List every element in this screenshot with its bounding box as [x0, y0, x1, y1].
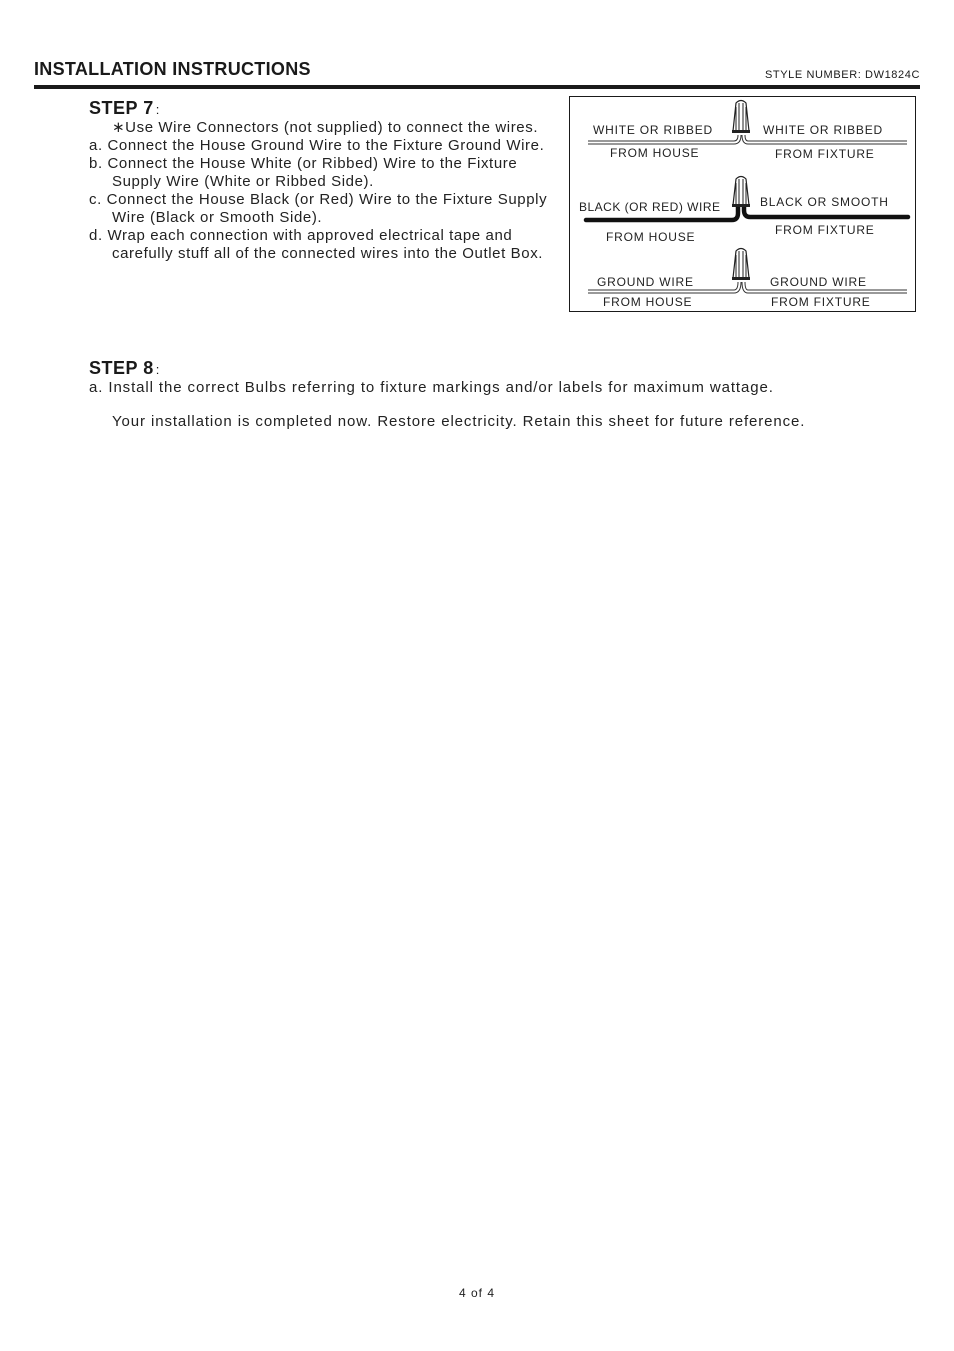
label-ground-fixture-bottom: FROM FIXTURE	[771, 295, 871, 309]
step8-heading	[89, 358, 160, 379]
label-black-house-top: BLACK (OR RED) WIRE	[579, 200, 721, 214]
label-black-house-bottom: FROM HOUSE	[606, 230, 696, 244]
label-white-fixture-top: WHITE OR RIBBED	[763, 123, 884, 137]
step7-item-c: c. Connect the House Black (or Red) Wire to the Fixture Supply Wire (Black or Smooth Side).	[89, 191, 548, 226]
wire-connector-white-icon	[732, 101, 750, 134]
step7-item-d: d. Wrap each connection with approved electrical tape and carefully stuff all of the connected wires into the Outlet Box.	[89, 227, 544, 262]
label-white-house-bottom: FROM HOUSE	[610, 146, 700, 160]
step7-heading	[89, 98, 160, 119]
step7-item-b: b. Connect the House White (or Ribbed) Wire to the Fixture Supply Wire (White or Ribbed Side).	[89, 155, 518, 190]
step8-item-a: a. Install the correct Bulbs referring to fixture markings and/or labels for maximum wattage.	[89, 379, 774, 396]
wire-connector-ground-icon	[732, 249, 750, 281]
step7-item-a: a. Connect the House Ground Wire to the Fixture Ground Wire.	[89, 137, 545, 154]
label-ground-house-bottom: FROM HOUSE	[603, 295, 693, 309]
wiring-diagram	[569, 96, 916, 312]
step7-note: ∗Use Wire Connectors (not supplied) to connect the wires.	[112, 119, 539, 136]
label-white-house-top: WHITE OR RIBBED	[593, 123, 714, 137]
label-ground-house-top: GROUND WIRE	[597, 275, 694, 289]
header-rule	[34, 85, 920, 89]
label-black-fixture-top: BLACK OR SMOOTH	[760, 195, 889, 209]
label-black-fixture-bottom: FROM FIXTURE	[775, 223, 875, 237]
label-ground-fixture-top: GROUND WIRE	[770, 275, 867, 289]
wire-connector-black-icon	[732, 177, 750, 208]
step7-heading-text: STEP 7	[89, 98, 154, 118]
style-number: STYLE NUMBER: DW1824C	[764, 69, 920, 81]
page-header-title: INSTALLATION INSTRUCTIONS	[34, 59, 311, 79]
page-number: 4 of 4	[458, 1286, 496, 1300]
closing-note: Your installation is completed now. Restore electricity. Retain this sheet for future reference.	[112, 413, 806, 430]
step7-instructions	[89, 119, 565, 263]
label-white-fixture-bottom: FROM FIXTURE	[775, 147, 875, 161]
step8-heading-colon: :	[155, 362, 160, 377]
step7-heading-colon: :	[155, 102, 160, 117]
step8-heading-text: STEP 8	[89, 358, 154, 378]
